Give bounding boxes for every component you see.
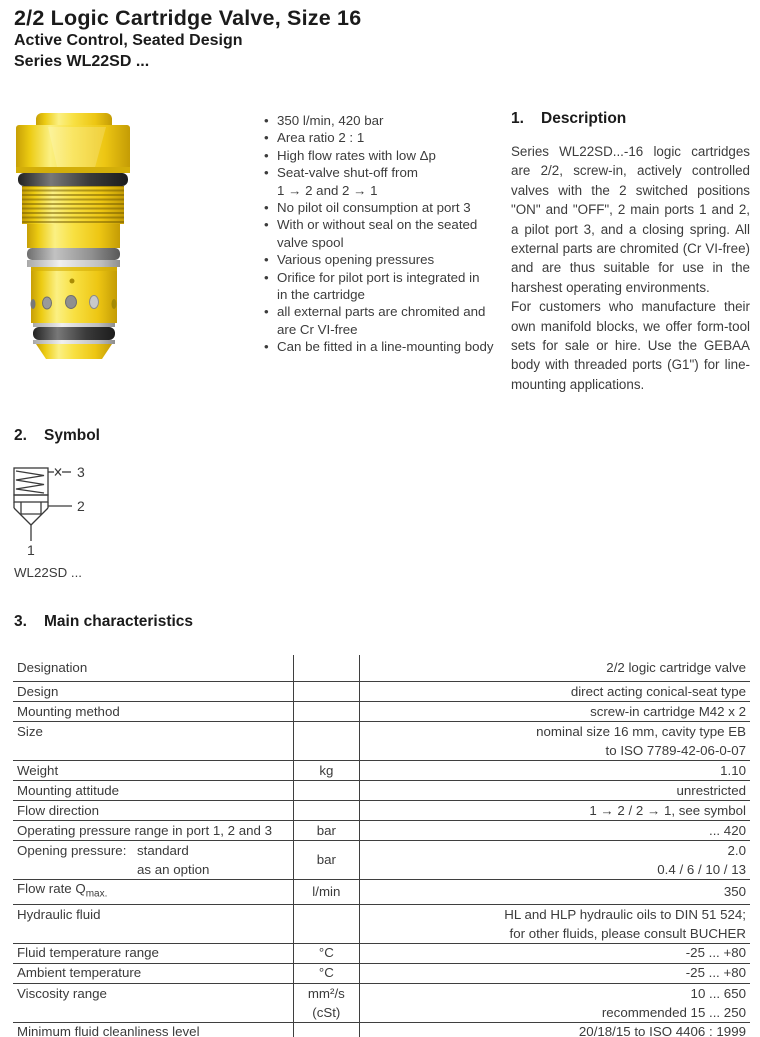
row-unit	[293, 655, 359, 682]
bullet-icon: •	[264, 269, 269, 285]
table-row	[13, 722, 750, 761]
row-value: nominal size 16 mm, cavity type EB to ISO 7789-42-06-0-07	[359, 722, 750, 761]
row-unit: mm²/s (cSt)	[293, 983, 359, 1022]
row-value: unrestricted	[359, 781, 750, 801]
row-unit	[293, 682, 359, 702]
row-label: Hydraulic fluid	[13, 904, 293, 943]
row-value: -25 ... +80	[359, 943, 750, 963]
page-subtitle-2: Series WL22SD ...	[14, 52, 150, 70]
table-row	[13, 702, 750, 722]
row-value: 10 ... 650 recommended 15 ... 250	[359, 983, 750, 1022]
bullet-icon: •	[264, 252, 269, 268]
list-item: • High flow rates with low Δp	[264, 147, 436, 163]
row-value: 350	[359, 880, 750, 905]
description-paragraph-2: For customers who manufacture their own manifold blocks, we offer form-tool sets for sale or hire. Use the GEBAA body with threaded ports (G1") for line-mounting applications.	[511, 299, 750, 392]
row-value: 2/2 logic cartridge valve	[359, 655, 750, 682]
bullet-icon: •	[264, 165, 269, 181]
row-value: screw-in cartridge M42 x 2	[359, 702, 750, 722]
list-item-continuation: valve spool	[277, 234, 344, 250]
row-label: Flow direction	[13, 801, 293, 821]
row-label: Fluid temperature range	[13, 943, 293, 963]
table-row	[13, 655, 750, 682]
row-unit: bar	[293, 841, 359, 880]
list-item: • Seat-valve shut-off from	[264, 165, 418, 181]
row-value: direct acting conical-seat type	[359, 682, 750, 702]
row-label: Opening pressure: standard as an option	[13, 841, 293, 880]
row-unit: bar	[293, 821, 359, 841]
row-unit	[293, 702, 359, 722]
bullet-icon: •	[264, 130, 269, 146]
row-unit	[293, 904, 359, 943]
hydraulic-symbol	[10, 456, 110, 566]
title-block	[14, 6, 361, 72]
row-unit	[293, 1022, 359, 1037]
valve-product-image	[14, 113, 134, 361]
table-row	[13, 821, 750, 841]
table-row	[13, 841, 750, 880]
list-item-continuation: 1 → 2 and 2 → 1	[277, 182, 378, 198]
row-value: -25 ... +80	[359, 963, 750, 983]
row-unit: °C	[293, 963, 359, 983]
port-label-3: 3	[77, 464, 85, 480]
row-label: Ambient temperature	[13, 963, 293, 983]
row-value: HL and HLP hydraulic oils to DIN 51 524; for other fluids, please consult BUCHER	[359, 904, 750, 943]
bullet-icon: •	[264, 217, 269, 233]
row-label: Size	[13, 722, 293, 761]
feature-list	[264, 112, 508, 356]
page-subtitle-1: Active Control, Seated Design	[14, 32, 243, 49]
section-heading-description: 1. Description	[511, 110, 627, 127]
list-item-continuation: in the cartridge	[277, 287, 365, 303]
list-item: • 350 l/min, 420 bar	[264, 113, 384, 128]
row-label: Mounting method	[13, 702, 293, 722]
row-value: ... 420	[359, 821, 750, 841]
row-unit	[293, 801, 359, 821]
port-label-1: 1	[27, 542, 35, 558]
row-value: 20/18/15 to ISO 4406 : 1999	[359, 1022, 750, 1037]
table-row	[13, 1022, 750, 1037]
list-item: • Various opening pressures	[264, 252, 435, 268]
table-row	[13, 963, 750, 983]
row-label: Weight	[13, 761, 293, 781]
list-item: • Area ratio 2 : 1	[264, 130, 365, 146]
table-row	[13, 781, 750, 801]
port-label-2: 2	[77, 498, 85, 514]
list-item: • all external parts are chromited and	[264, 304, 486, 320]
row-label: Design	[13, 682, 293, 702]
description-paragraph-1: Series WL22SD...-16 logic cartridges are 2/2, screw-in, actively controlled valves with the 2 switched positions "ON" and "OFF", 2 main ports 1 and 2, a pilot port 3, and a closing spring. All external parts are chromited (Cr VI-free) and are thus suitable for use in the harshest operating environments.	[511, 144, 750, 295]
characteristics-table	[13, 655, 750, 1037]
table-row	[13, 983, 750, 1022]
bullet-icon: •	[264, 147, 269, 163]
row-label: Flow rate $Q_{max.}$	[13, 880, 293, 905]
section-heading-symbol: 2. Symbol	[14, 427, 100, 444]
list-item: • No pilot oil consumption at port 3	[264, 200, 471, 216]
section-heading-characteristics: 3. Main characteristics	[14, 613, 194, 630]
table-row	[13, 904, 750, 943]
row-label: Viscosity range	[13, 983, 293, 1022]
row-unit: kg	[293, 761, 359, 781]
row-value: 1 → 2 / 2 → 1, see symbol	[359, 801, 750, 821]
section-number: 1.	[511, 110, 524, 127]
table-row	[13, 880, 750, 905]
row-label: Minimum fluid cleanliness level	[13, 1022, 293, 1037]
table-row	[13, 682, 750, 702]
row-unit	[293, 722, 359, 761]
page-title: 2/2 Logic Cartridge Valve, Size 16	[14, 6, 362, 30]
section-number: 2.	[14, 427, 27, 444]
description-section	[511, 110, 750, 394]
row-label: Designation	[13, 655, 293, 682]
row-label: Mounting attitude	[13, 781, 293, 801]
table-row	[13, 943, 750, 963]
row-unit: l/min	[293, 880, 359, 905]
list-item-continuation: are Cr VI-free	[277, 321, 358, 337]
list-item: • Orifice for pilot port is integrated in	[264, 269, 480, 285]
table-row	[13, 801, 750, 821]
row-value: 2.0 0.4 / 6 / 10 / 13	[359, 841, 750, 880]
bullet-icon: •	[264, 200, 269, 216]
list-item: • With or without seal on the seated	[264, 217, 478, 233]
symbol-caption: WL22SD ...	[14, 565, 82, 580]
row-value: 1.10	[359, 761, 750, 781]
row-unit: °C	[293, 943, 359, 963]
row-label: Operating pressure range in port 1, 2 and 3	[13, 821, 293, 841]
section-number: 3.	[14, 613, 27, 630]
bullet-icon: •	[264, 304, 269, 320]
table-row	[13, 761, 750, 781]
bullet-icon: •	[264, 339, 269, 355]
list-item: • Can be fitted in a line-mounting body	[264, 339, 494, 355]
bullet-icon: •	[264, 113, 269, 128]
row-unit	[293, 781, 359, 801]
